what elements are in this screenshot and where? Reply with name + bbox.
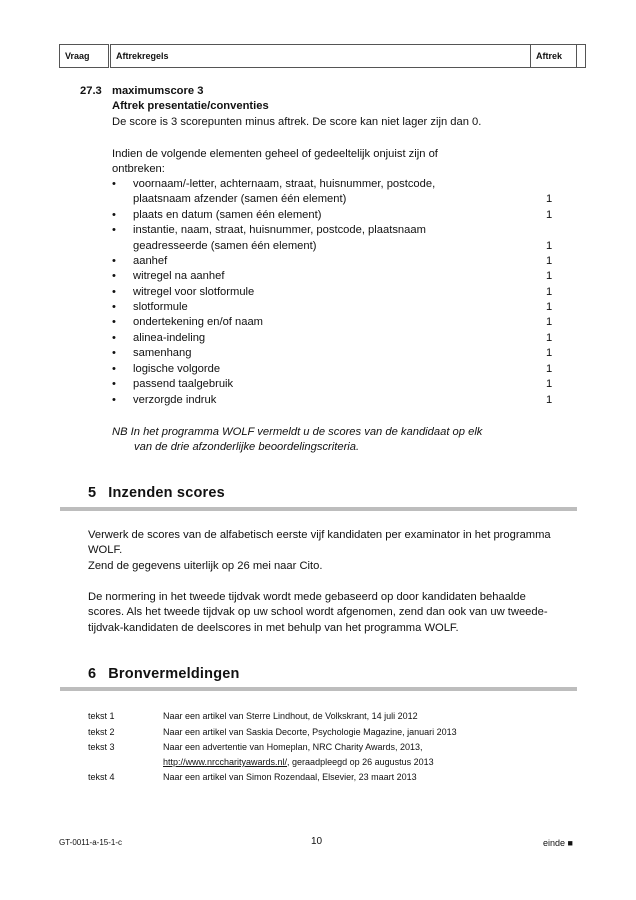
nb-note: van de drie afzonderlijke beoordelingscriteria. bbox=[134, 441, 360, 453]
reference-label: tekst 1 bbox=[88, 711, 115, 721]
bullet: • bbox=[112, 286, 116, 298]
end-label: einde bbox=[543, 838, 566, 848]
list-item: witregel voor slotformule bbox=[133, 286, 255, 298]
end-square-icon: ■ bbox=[567, 838, 573, 848]
question-lead: Indien de volgende elementen geheel of gedeeltelijk onjuist zijn of bbox=[112, 148, 438, 160]
list-item: plaats en datum (samen één element) bbox=[133, 209, 322, 221]
paragraph: De normering in het tweede tijdvak wordt mede gebaseerd op door kandidaten behaalde scores. Als het tweede tijdvak op uw school wordt afgenomen, zend dan ook van uw tweede-tijdvak-kandidaten de deelscores in met behulp van het programma WOLF. bbox=[88, 591, 548, 634]
bullet: • bbox=[112, 378, 116, 390]
page-number: 10 bbox=[311, 836, 323, 847]
list-item: verzorgde indruk bbox=[133, 394, 217, 406]
list-item: samenhang bbox=[133, 347, 192, 359]
header-aftrekregels: Aftrekregels bbox=[110, 44, 586, 68]
list-item: voornaam/-letter, achternaam, straat, huisnummer, postcode, bbox=[133, 178, 436, 190]
reference-label: tekst 2 bbox=[88, 727, 115, 737]
paragraph: Zend de gegevens uiterlijk op 26 mei naar Cito. bbox=[88, 560, 323, 572]
list-item: plaatsnaam afzender (samen één element) bbox=[133, 193, 347, 205]
section-number: 6 bbox=[88, 666, 97, 682]
list-item: geadresseerde (samen één element) bbox=[133, 240, 317, 252]
section-title: Inzenden scores bbox=[108, 485, 225, 501]
paragraph: Verwerk de scores van de alfabetisch eerste vijf kandidaten per examinator in het programma WOLF. bbox=[88, 529, 551, 557]
list-item: slotformule bbox=[133, 301, 188, 313]
footer-code: GT-0011-a-15-1-c bbox=[59, 838, 122, 847]
points: 1 bbox=[546, 363, 553, 375]
reference-text: Naar een advertentie van Homeplan, NRC Charity Awards, 2013, bbox=[163, 742, 423, 752]
bullet: • bbox=[112, 363, 116, 375]
bullet: • bbox=[112, 209, 116, 221]
bullet: • bbox=[112, 347, 116, 359]
list-item: instantie, naam, straat, huisnummer, postcode, plaatsnaam bbox=[133, 224, 426, 236]
bullet: • bbox=[112, 301, 116, 313]
points: 1 bbox=[546, 394, 553, 406]
header-aftrek: Aftrek bbox=[530, 44, 577, 68]
reference-text: Naar een artikel van Simon Rozendaal, Elsevier, 23 maart 2013 bbox=[163, 772, 417, 782]
list-item: ondertekening en/of naam bbox=[133, 316, 263, 328]
list-item: logische volgorde bbox=[133, 363, 221, 375]
reference-label: tekst 4 bbox=[88, 772, 115, 782]
list-item: passend taalgebruik bbox=[133, 378, 234, 390]
points: 1 bbox=[546, 286, 553, 298]
section-title: Bronvermeldingen bbox=[108, 666, 240, 682]
section-divider bbox=[60, 507, 577, 511]
question-number: 27.3 bbox=[80, 85, 102, 97]
question-intro: De score is 3 scorepunten minus aftrek. De score kan niet lager zijn dan 0. bbox=[112, 116, 482, 128]
reference-link[interactable]: http://www.nrccharityawards.nl/ bbox=[163, 757, 288, 767]
bullet: • bbox=[112, 394, 116, 406]
reference-text: Naar een artikel van Sterre Lindhout, de Volkskrant, 14 juli 2012 bbox=[163, 711, 418, 721]
points: 1 bbox=[546, 270, 553, 282]
bullet: • bbox=[112, 332, 116, 344]
footer-end bbox=[543, 838, 573, 848]
section-5-heading bbox=[88, 485, 225, 501]
question-title: maximumscore 3 bbox=[112, 85, 204, 97]
points: 1 bbox=[546, 301, 553, 313]
bullet: • bbox=[112, 316, 116, 328]
points: 1 bbox=[546, 193, 553, 205]
points: 1 bbox=[546, 316, 553, 328]
section-number: 5 bbox=[88, 485, 97, 501]
bullet: • bbox=[112, 255, 116, 267]
header-vraag: Vraag bbox=[59, 44, 109, 68]
reference-text bbox=[163, 757, 434, 767]
question-subtitle: Aftrek presentatie/conventies bbox=[112, 100, 269, 112]
section-6-heading bbox=[88, 666, 240, 682]
list-item: alinea-indeling bbox=[133, 332, 206, 344]
reference-label: tekst 3 bbox=[88, 742, 115, 752]
bullet: • bbox=[112, 224, 116, 236]
question-lead: ontbreken: bbox=[112, 163, 165, 175]
points: 1 bbox=[546, 332, 553, 344]
nb-note: NB In het programma WOLF vermeldt u de scores van de kandidaat op elk bbox=[112, 426, 483, 438]
table-header bbox=[59, 44, 577, 68]
list-item: witregel na aanhef bbox=[133, 270, 225, 282]
points: 1 bbox=[546, 347, 553, 359]
points: 1 bbox=[546, 255, 553, 267]
list-item: aanhef bbox=[133, 255, 168, 267]
points: 1 bbox=[546, 378, 553, 390]
section-divider bbox=[60, 687, 577, 691]
reference-text-rest: , geraadpleegd op 26 augustus 2013 bbox=[287, 757, 434, 767]
points: 1 bbox=[546, 240, 553, 252]
bullet: • bbox=[112, 178, 116, 190]
bullet: • bbox=[112, 270, 116, 282]
points: 1 bbox=[546, 209, 553, 221]
reference-text: Naar een artikel van Saskia Decorte, Psychologie Magazine, januari 2013 bbox=[163, 727, 457, 737]
